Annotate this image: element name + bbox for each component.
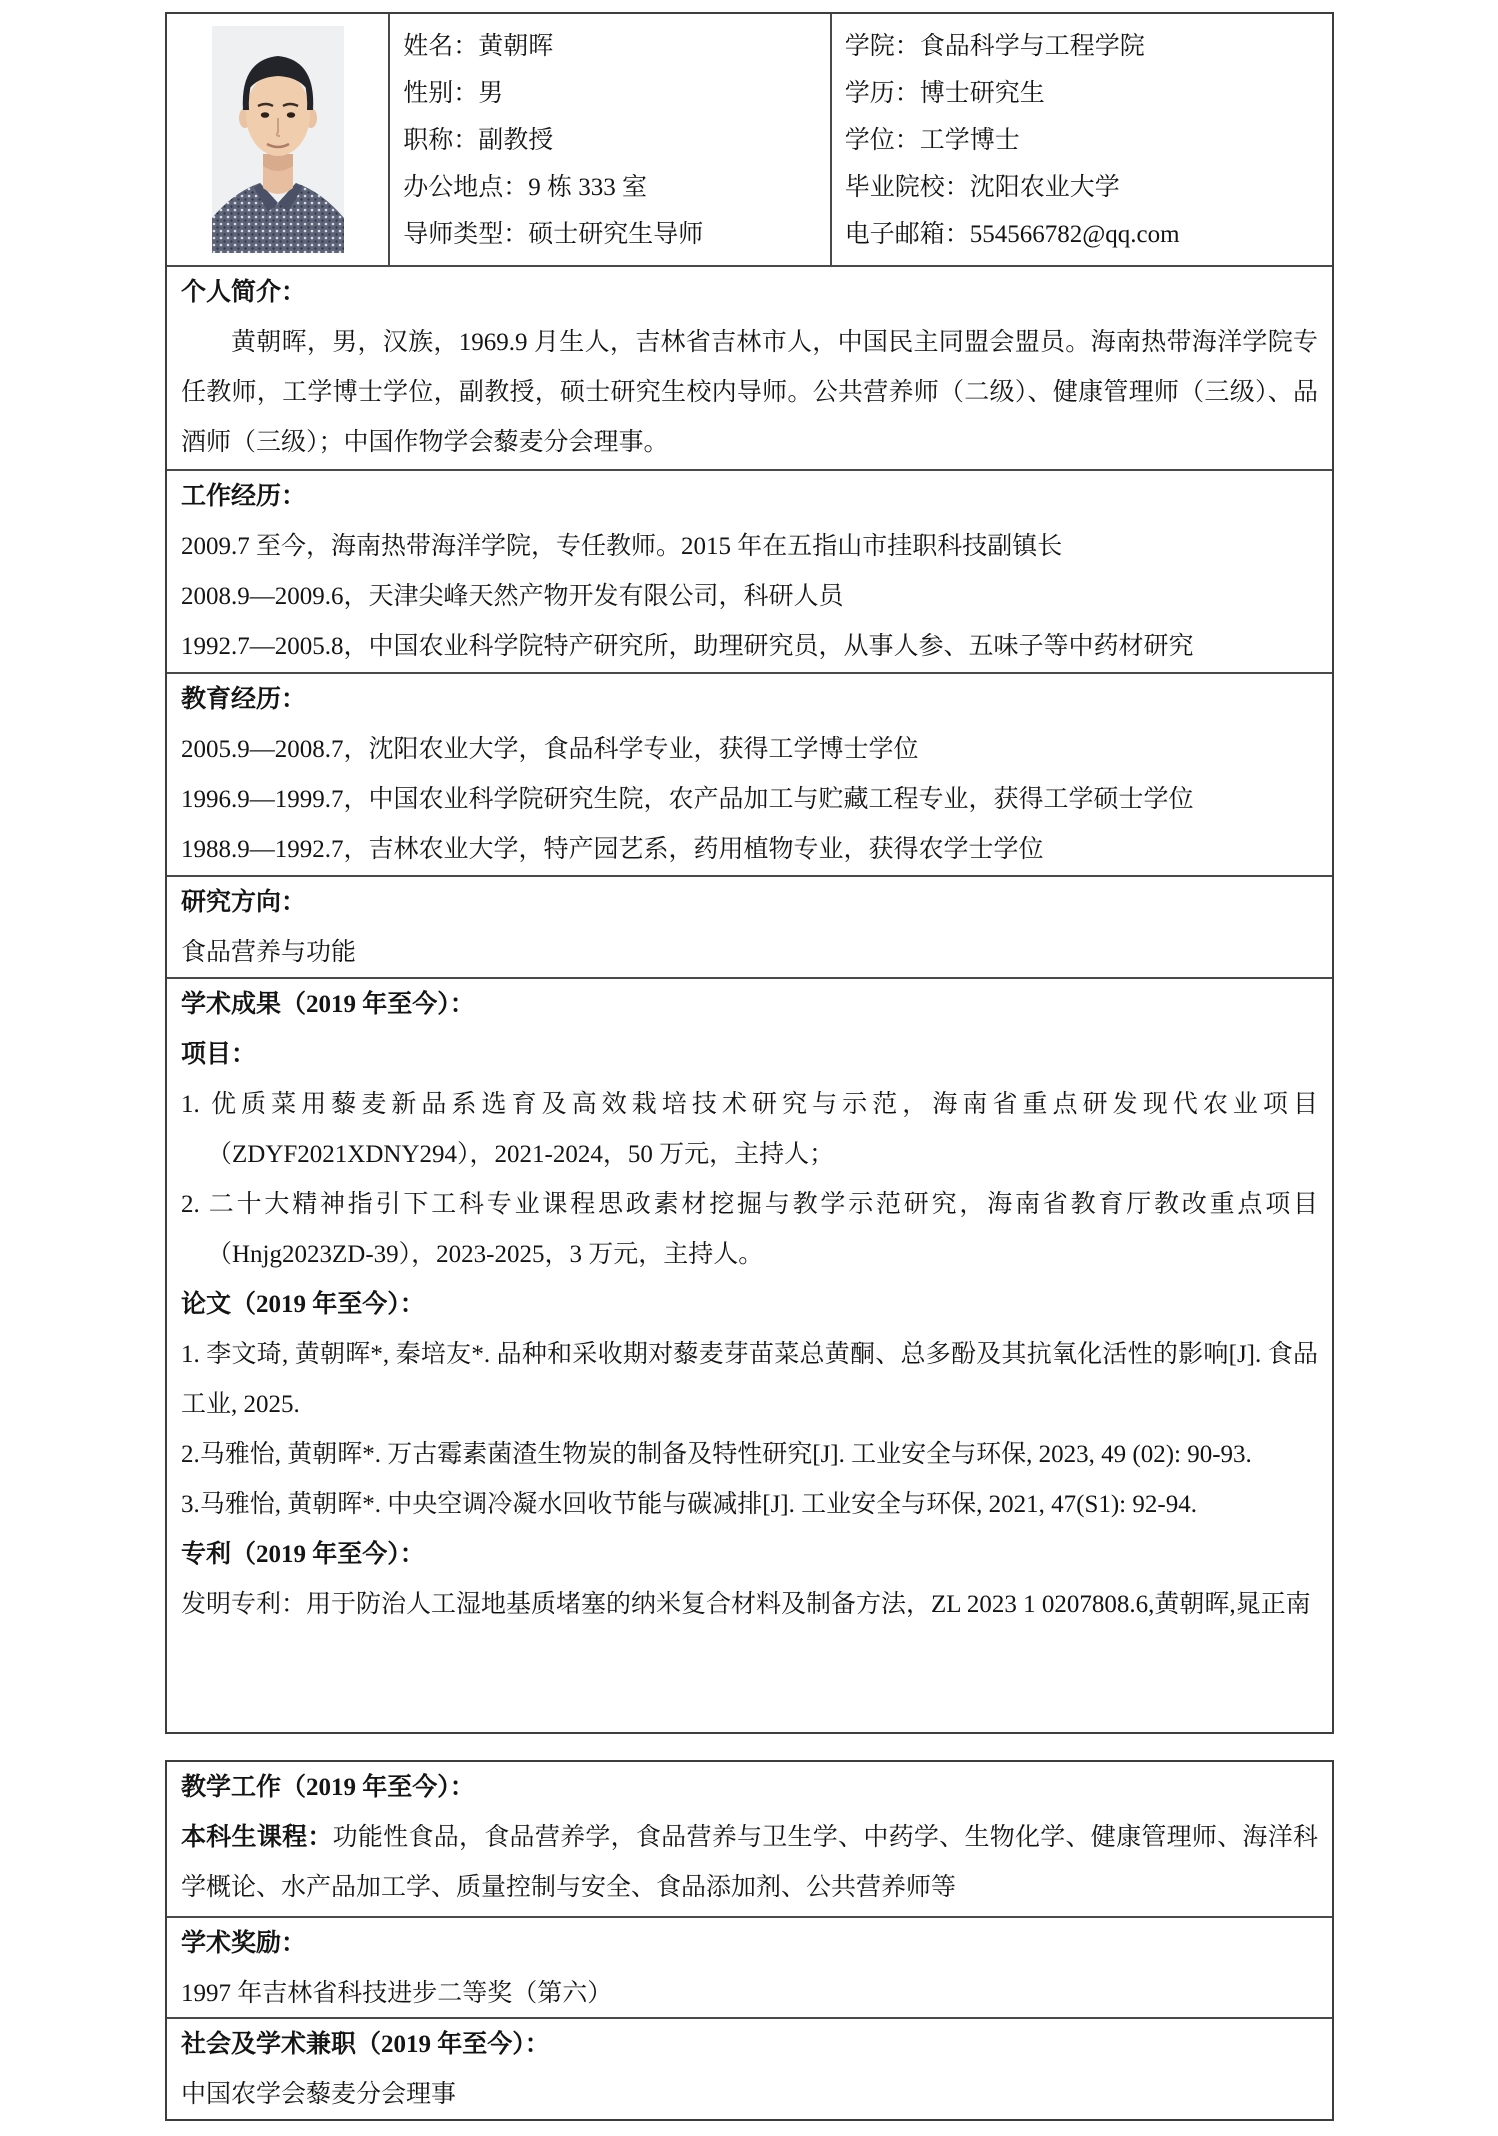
award-item: 1997 年吉林省科技进步二等奖（第六） — [181, 1980, 613, 2007]
field-office — [403, 164, 830, 211]
section-teaching — [167, 1762, 1332, 1916]
education-item: 1988.9—1992.7，吉林农业大学，特产园艺系，药用植物专业，获得农学士学位 — [181, 836, 1044, 863]
photo-cell — [167, 14, 388, 265]
field-college-value: 食品科学与工程学院 — [919, 33, 1145, 60]
section-education — [167, 672, 1332, 875]
section-positions — [167, 2017, 1332, 2119]
field-name-value: 黄朝晖 — [478, 33, 554, 60]
field-education-level-value: 博士研究生 — [919, 80, 1045, 107]
section-teaching-title: 教学工作（2019 年至今）： — [181, 1774, 475, 1801]
field-title-value: 副教授 — [478, 127, 554, 154]
teaching-table — [165, 1760, 1334, 2121]
identity-left-column — [388, 14, 830, 265]
field-email-value: 554566782@qq.com — [969, 221, 1180, 248]
education-item: 1996.9—1999.7，中国农业科学院研究生院，农产品加工与贮藏工程专业，获得工学硕士学位 — [181, 786, 1194, 813]
field-degree-label: 学位： — [844, 127, 920, 154]
paper-item: 2.马雅怡, 黄朝晖*. 万古霉素菌渣生物炭的制备及特性研究[J]. 工业安全与环保, 2023, 49 (02): 90-93. — [181, 1441, 1252, 1468]
section-work-title: 工作经历： — [181, 483, 307, 510]
section-research-title: 研究方向： — [181, 889, 307, 916]
education-item: 2005.9—2008.7，沈阳农业大学，食品科学专业，获得工学博士学位 — [181, 736, 919, 763]
field-alma-mater-label: 毕业院校： — [844, 174, 970, 201]
work-item: 2009.7 至今，海南热带海洋学院，专任教师。2015 年在五指山市挂职科技副镇长 — [181, 533, 1063, 560]
section-education-title: 教育经历： — [181, 686, 307, 713]
patent-item: 发明专利：用于防治人工湿地基质堵塞的纳米复合材料及制备方法，ZL 2023 1 0207808.6,黄朝晖,晁正南 — [181, 1591, 1311, 1618]
field-alma-mater-value: 沈阳农业大学 — [969, 174, 1120, 201]
field-name — [403, 23, 830, 70]
profile-photo — [212, 26, 344, 253]
work-item: 2008.9—2009.6，天津尖峰天然产物开发有限公司，科研人员 — [181, 583, 844, 610]
project-item: 1. 优质菜用藜麦新品系选育及高效栽培技术研究与示范，海南省重点研发现代农业项目（ZDYF2021XDNY294），2021-2024，50 万元，主持人； — [181, 1091, 1318, 1168]
field-college-label: 学院： — [844, 33, 920, 60]
field-supervisor-type-value: 硕士研究生导师 — [528, 221, 704, 248]
field-office-label: 办公地点： — [403, 174, 529, 201]
field-supervisor-type — [403, 211, 830, 258]
project-item: 2. 二十大精神指引下工科专业课程思政素材挖掘与教学示范研究，海南省教育厅教改重点项目（Hnjg2023ZD-39），2023-2025，3 万元，主持人。 — [181, 1191, 1318, 1268]
course-label: 本科生课程： — [181, 1824, 333, 1851]
course-list: 功能性食品，食品营养学，食品营养与卫生学、中药学、生物化学、健康管理师、海洋科学概论、水产品加工学、质量控制与安全、食品添加剂、公共营养师等 — [181, 1824, 1318, 1901]
field-email — [845, 211, 1332, 258]
profile-document — [165, 12, 1334, 2121]
field-gender-label: 性别： — [403, 80, 479, 107]
field-title — [403, 117, 830, 164]
field-alma-mater — [845, 164, 1332, 211]
teaching-courses — [181, 1813, 1318, 1913]
paper-item: 1. 李文琦, 黄朝晖*, 秦培友*. 品种和采收期对藜麦芽苗菜总黄酮、总多酚及其抗氧化活性的影响[J]. 食品工业, 2025. — [181, 1341, 1318, 1418]
section-intro — [167, 265, 1332, 469]
section-research — [167, 875, 1332, 977]
papers-subtitle: 论文（2019 年至今）： — [181, 1291, 425, 1318]
field-supervisor-type-label: 导师类型： — [403, 221, 529, 248]
section-achievements-title: 学术成果（2019 年至今）： — [181, 991, 475, 1018]
identity-right-column — [830, 14, 1332, 265]
field-college — [845, 23, 1332, 70]
intro-paragraph: 黄朝晖，男，汉族，1969.9 月生人，吉林省吉林市人，中国民主同盟会盟员。海南热带海洋学院专任教师，工学博士学位，副教授，硕士研究生校内导师。公共营养师（二级）、健康管理师（三级）、品酒师（三级）；中国作物学会藜麦分会理事。 — [181, 329, 1318, 456]
paper-item: 3.马雅怡, 黄朝晖*. 中央空调冷凝水回收节能与碳减排[J]. 工业安全与环保, 2021, 47(S1): 92-94. — [181, 1491, 1197, 1518]
section-awards-title: 学术奖励： — [181, 1930, 307, 1957]
section-positions-title: 社会及学术兼职（2019 年至今）： — [181, 2031, 550, 2058]
field-degree-value: 工学博士 — [919, 127, 1020, 154]
section-awards — [167, 1916, 1332, 2017]
section-intro-title: 个人简介： — [181, 279, 307, 306]
position-item: 中国农学会藜麦分会理事 — [181, 2081, 457, 2108]
field-email-label: 电子邮箱： — [844, 221, 970, 248]
field-title-label: 职称： — [403, 127, 479, 154]
work-item: 1992.7—2005.8，中国农业科学院特产研究所，助理研究员，从事人参、五味子等中药材研究 — [181, 633, 1194, 660]
section-achievements — [167, 977, 1332, 1732]
research-content: 食品营养与功能 — [181, 939, 357, 966]
identity-row — [167, 14, 1332, 265]
field-gender — [403, 70, 830, 117]
profile-table — [165, 12, 1334, 1734]
section-work — [167, 469, 1332, 672]
field-name-label: 姓名： — [403, 33, 479, 60]
projects-subtitle: 项目： — [181, 1041, 257, 1068]
field-degree — [845, 117, 1332, 164]
patents-subtitle: 专利（2019 年至今）： — [181, 1541, 425, 1568]
field-gender-value: 男 — [478, 80, 504, 107]
field-education-level-label: 学历： — [844, 80, 920, 107]
field-education-level — [845, 70, 1332, 117]
field-office-value: 9 栋 333 室 — [528, 174, 647, 201]
